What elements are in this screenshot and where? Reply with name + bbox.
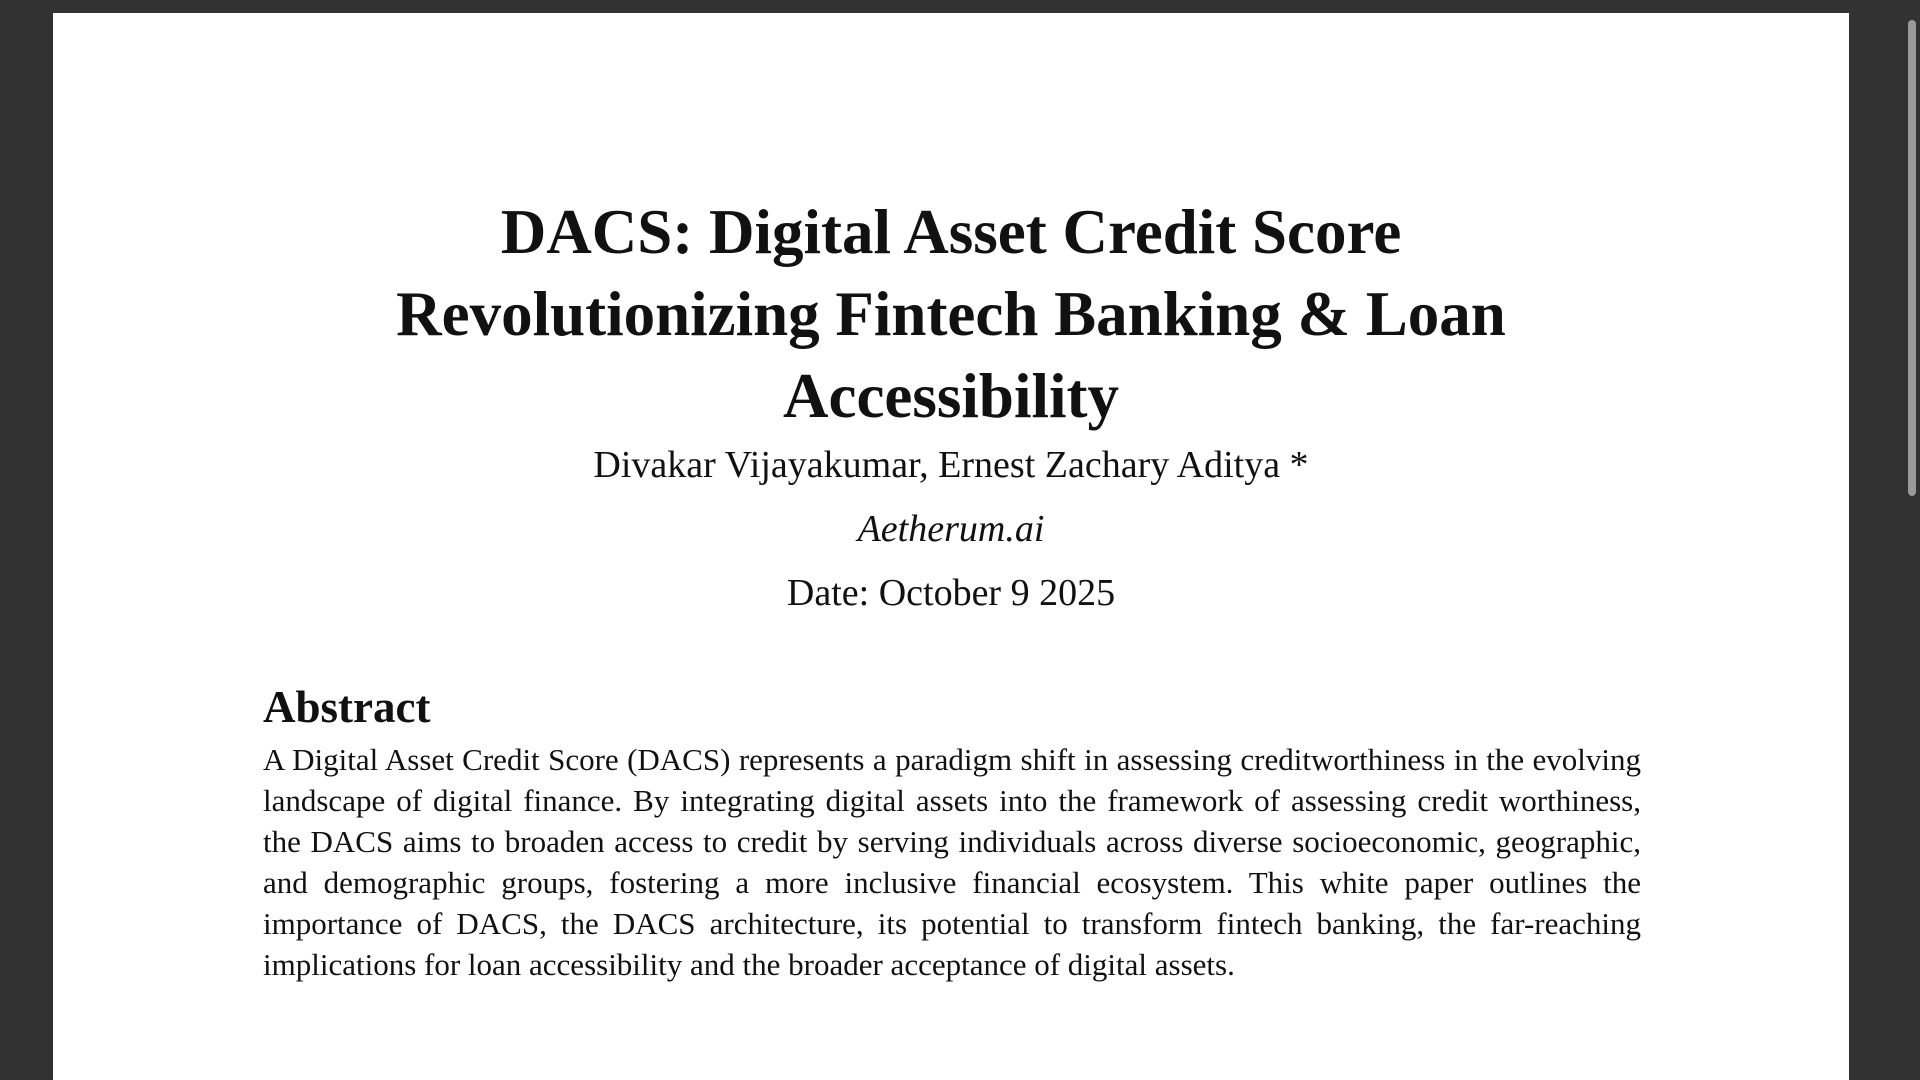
title-line-2: Revolutionizing Fintech Banking & Loan bbox=[396, 279, 1506, 349]
publication-date: Date: October 9 2025 bbox=[786, 572, 1116, 614]
affiliation: Aetherum.ai bbox=[857, 508, 1045, 550]
vertical-scrollbar[interactable] bbox=[1902, 0, 1920, 1080]
authors: Divakar Vijayakumar, Ernest Zachary Aditya * bbox=[593, 444, 1309, 486]
paper-title bbox=[53, 191, 1849, 437]
scrollbar-thumb[interactable] bbox=[1908, 20, 1916, 496]
title-line-1: DACS: Digital Asset Credit Score bbox=[500, 197, 1402, 267]
abstract-body: A Digital Asset Credit Score (DACS) represents a paradigm shift in assessing creditworthiness in the evolving landscape of digital finance. By integrating digital assets into the framework of assessing credit worthiness, the DACS aims to broaden access to credit by serving individuals across diverse socioeconomic, geographic, and demographic groups, fostering a more inclusive financial ecosystem. This white paper outlines the importance of DACS, the DACS architecture, its potential to transform fintech banking, the far-reaching implications for loan accessibility and the broader acceptance of digital assets. bbox=[263, 742, 1641, 982]
title-line-3: Accessibility bbox=[783, 361, 1119, 431]
abstract-heading: Abstract bbox=[263, 682, 431, 732]
document-page bbox=[53, 13, 1849, 1080]
